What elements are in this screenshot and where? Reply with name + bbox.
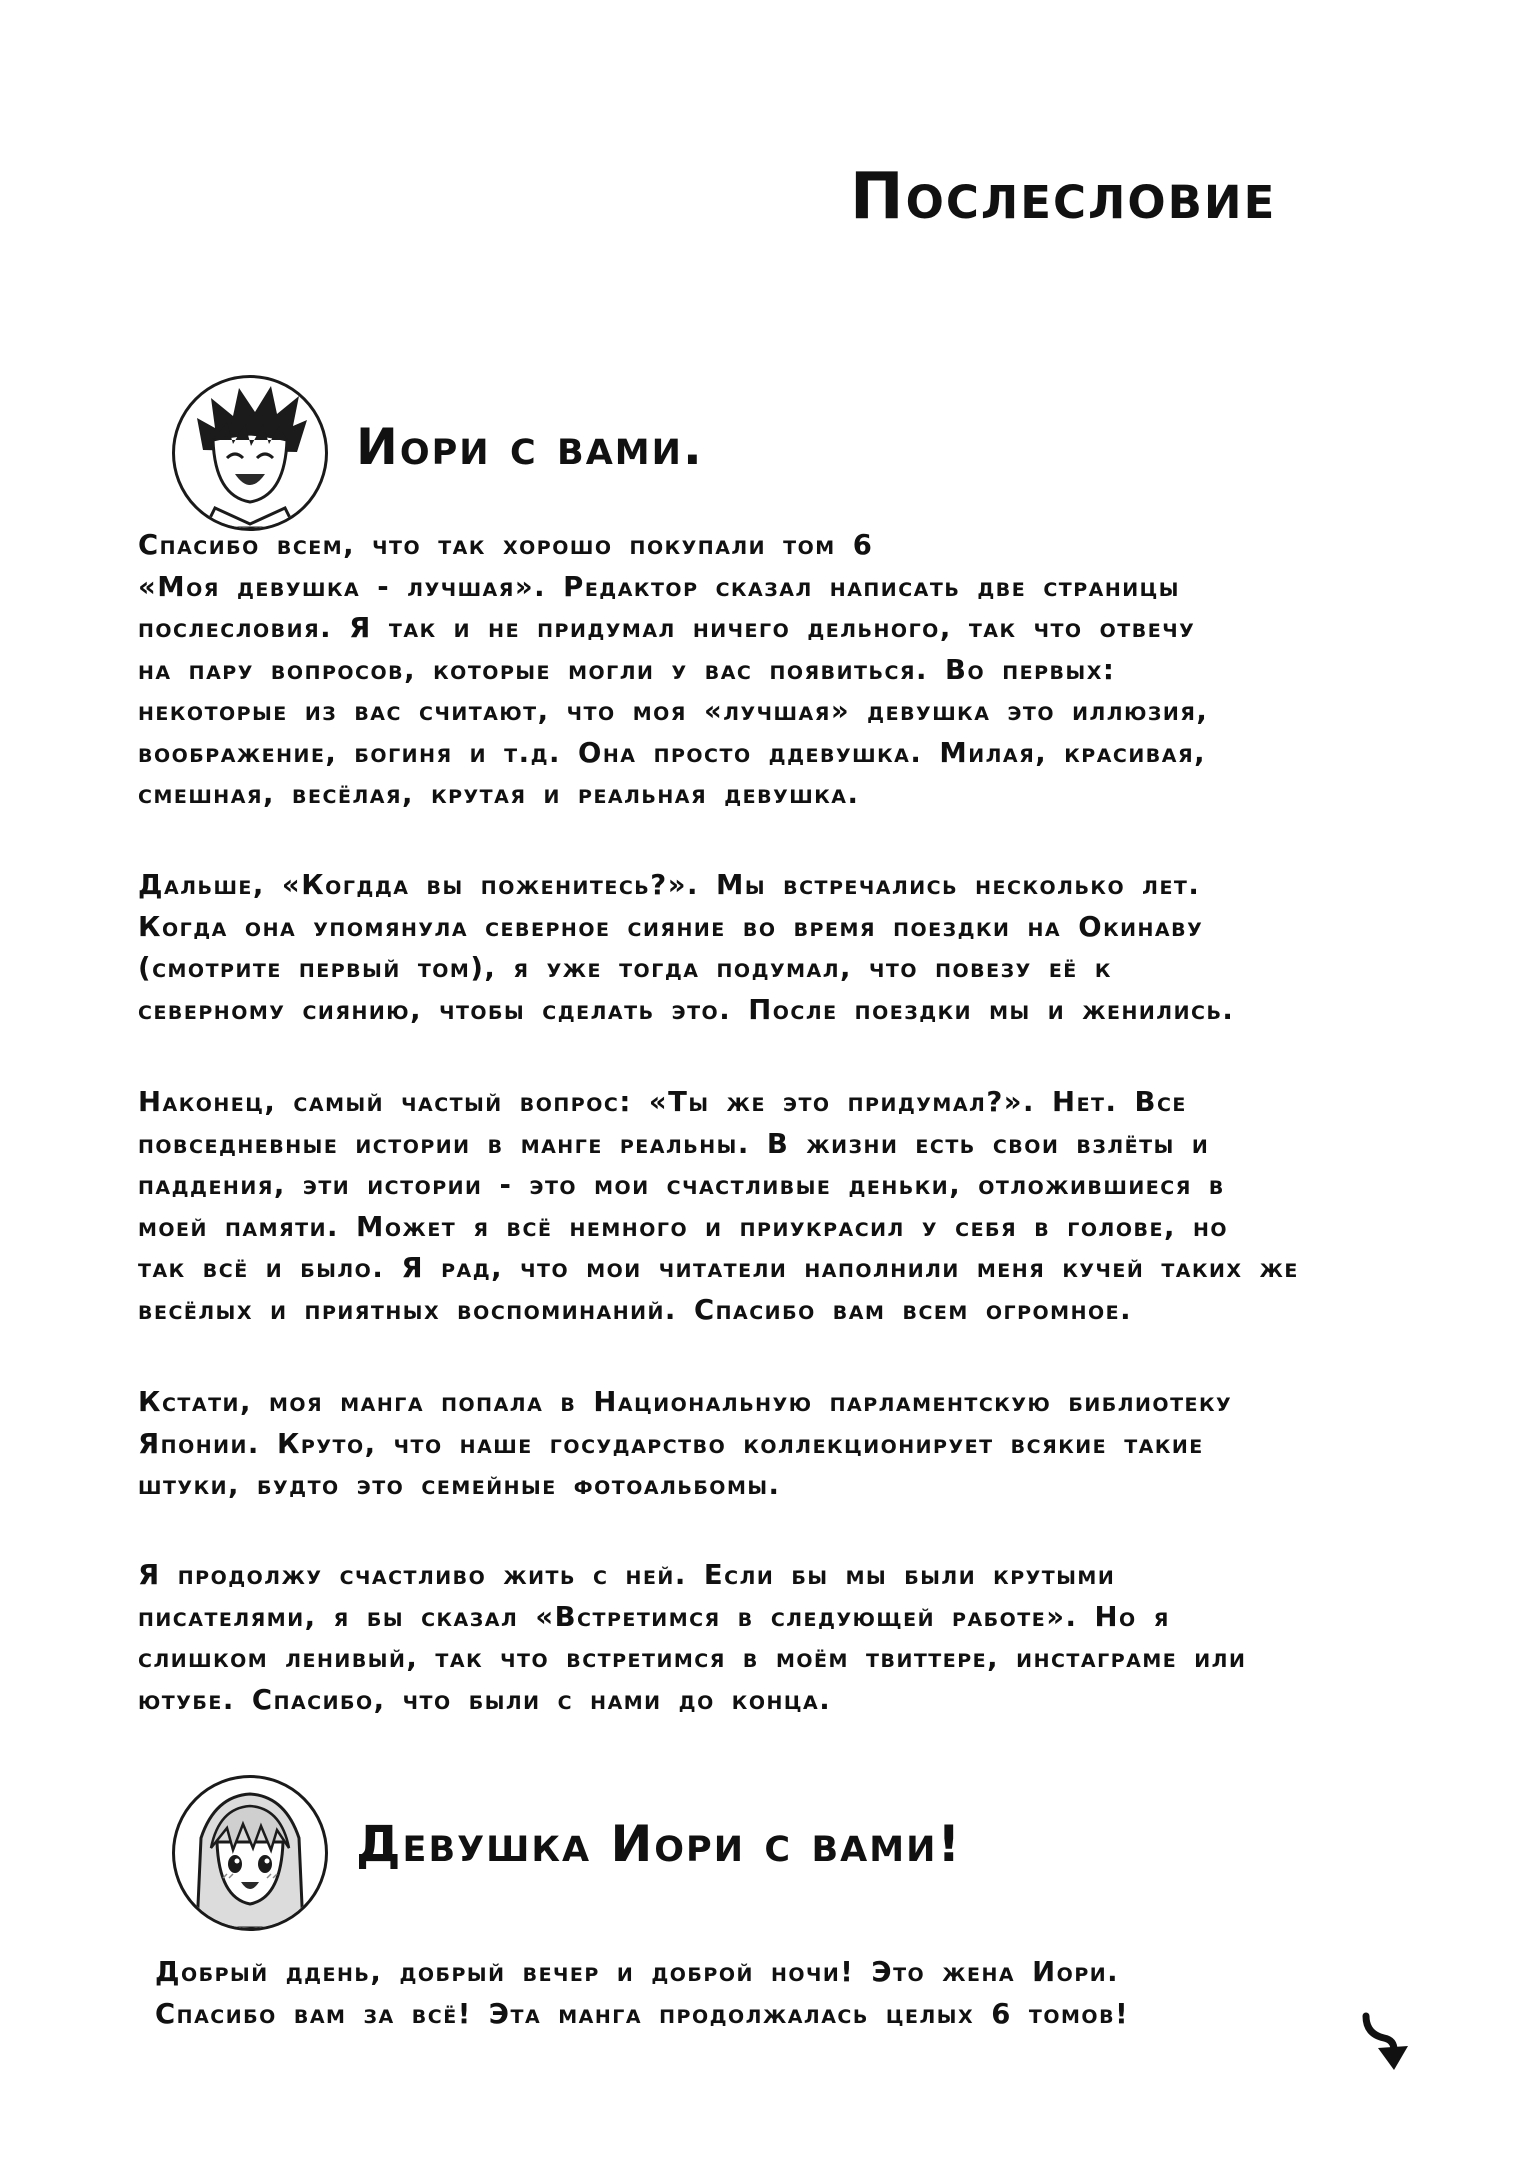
text-line: Дальше, «Когдда вы поженитесь?». Мы встречались несколько лет. [138, 869, 1201, 901]
text-line: Спасибо всем, что так хорошо покупали том 6 [138, 529, 874, 561]
text-line: послесловия. Я так и не придумал ничего дельного, так что отвечу [138, 612, 1196, 644]
text-line: Добрый ддень, добрый вечер и доброй ночи! Это жена Иори. [155, 1956, 1120, 1988]
text-line: так всё и было. Я рад, что мои читатели наполнили меня кучей таких же [138, 1252, 1299, 1284]
text-line: Когда она упомянула северное сияние во время поездки на Окинаву [138, 910, 1204, 943]
paragraph-library [138, 1382, 1498, 1507]
paragraph-thanks [138, 525, 1498, 816]
wife-face-icon [172, 1775, 328, 1931]
paragraph-farewell [138, 1555, 1498, 1721]
section-heading-iori: Иори с вами. [356, 418, 704, 476]
curved-arrow-down-icon [1360, 2010, 1412, 2074]
text-line: смешная, весёлая, крутая и реальная девушка. [138, 778, 860, 810]
text-line: Я продолжу счастливо жить с ней. Если бы мы были крутыми [138, 1559, 1116, 1591]
text-line: повседневные истории в манге реальны. В жизни есть свои взлёты и [138, 1127, 1210, 1160]
section-heading-wife: Девушка Иори с вами! [356, 1815, 963, 1873]
text-line: моей памяти. Может я всё немного и приукрасил у себя в голове, но [138, 1210, 1229, 1243]
text-line: ютубе. Спасибо, что были с нами до конца. [138, 1683, 832, 1716]
text-line: северному сиянию, чтобы сделать это. После поездки мы и женились. [138, 993, 1235, 1026]
paragraph-wife-greeting [155, 1952, 1515, 2035]
text-line: весёлых и приятных воспоминаний. Спасибо вам всем огромное. [138, 1293, 1133, 1326]
paragraph-marriage [138, 865, 1498, 1031]
text-line: паддения, эти истории - это мои счастливые деньки, отложившиеся в [138, 1169, 1225, 1201]
page-title: Послесловие [850, 160, 1277, 234]
text-line: «Моя девушка - лучшая». Редактор сказал написать две страницы [138, 570, 1180, 603]
text-line: Спасибо вам за всё! Эта манга продолжалась целых 6 томов! [155, 1997, 1130, 2030]
text-line: Кстати, моя манга попала в Национальную парламентскую библиотеку [138, 1386, 1233, 1418]
text-line: (смотрите первый том), я уже тогда подумал, что повезу её к [138, 952, 1112, 984]
text-line: слишком ленивый, так что встретимся в моём твиттере, инстаграме или [138, 1642, 1247, 1674]
paragraph-real-stories [138, 1082, 1498, 1331]
iori-face-icon [172, 375, 328, 531]
text-line: писателями, я бы сказал «Встретимся в следующей работе». Но я [138, 1600, 1170, 1633]
text-line: воображение, богиня и т.д. Она просто ддевушка. Милая, красивая, [138, 736, 1207, 769]
text-line: штуки, будто это семейные фотоальбомы. [138, 1469, 781, 1501]
text-line: Японии. Круто, что наше государство коллекционирует всякие такие [138, 1427, 1204, 1460]
text-line: Наконец, самый частый вопрос: «Ты же это придумал?». Нет. Все [138, 1086, 1187, 1118]
text-line: на пару вопросов, которые могли у вас появиться. Во первых: [138, 653, 1116, 686]
text-line: некоторые из вас считают, что моя «лучшая» девушка это иллюзия, [138, 695, 1209, 727]
